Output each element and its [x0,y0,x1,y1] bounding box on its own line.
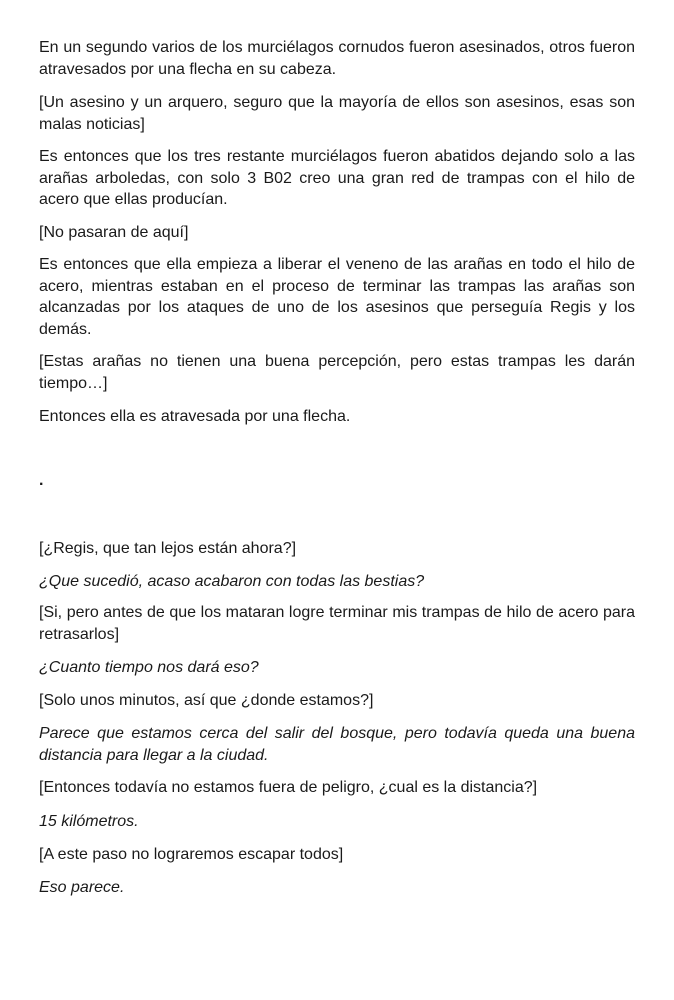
paragraph-13: [Solo unos minutos, así que ¿donde estamos?] [39,692,374,709]
paragraph-14: Parece que estamos cerca del salir del bosque, pero todavía queda una buena distancia para llegar a la ciudad. [39,725,635,764]
paragraph-7: Entonces ella es atravesada por una flecha. [39,408,351,425]
paragraph-6: [Estas arañas no tienen una buena percepción, pero estas trampas les darán tiempo…] [39,353,635,392]
paragraph-9: [¿Regis, que tan lejos están ahora?] [39,540,297,557]
paragraph-17: [A este paso no lograremos escapar todos] [39,846,344,863]
paragraph-16: 15 kilómetros. [39,813,139,830]
paragraph-1: En un segundo varios de los murciélagos cornudos fueron asesinados, otros fueron atravesados por una flecha en su cabeza. [39,39,635,78]
paragraph-5: Es entonces que ella empieza a liberar el veneno de las arañas en todo el hilo de acero, mientras estaban en el proceso de terminar las trampas las arañas son alcanzadas por los ataques de uno de los asesinos que perseguía Regis y los demás. [39,256,635,338]
paragraph-11: [Si, pero antes de que los mataran logre terminar mis trampas de hilo de acero para retrasarlos] [39,604,635,643]
paragraph-12: ¿Cuanto tiempo nos dará eso? [39,659,259,676]
paragraph-2: [Un asesino y un arquero, seguro que la mayoría de ellos son asesinos, esas son malas noticias] [39,94,635,133]
paragraph-10: ¿Que sucedió, acaso acabaron con todas las bestias? [39,573,425,590]
paragraph-18: Eso parece. [39,879,125,896]
paragraph-15: [Entonces todavía no estamos fuera de peligro, ¿cual es la distancia?] [39,779,538,796]
separator-dot: . [39,472,44,489]
paragraph-3: Es entonces que los tres restante murciélagos fueron abatidos dejando solo a las arañas arboledas, con solo 3 B02 creo una gran red de trampas con el hilo de acero que ellas producían. [39,148,635,208]
paragraph-4: [No pasaran de aquí] [39,224,189,241]
